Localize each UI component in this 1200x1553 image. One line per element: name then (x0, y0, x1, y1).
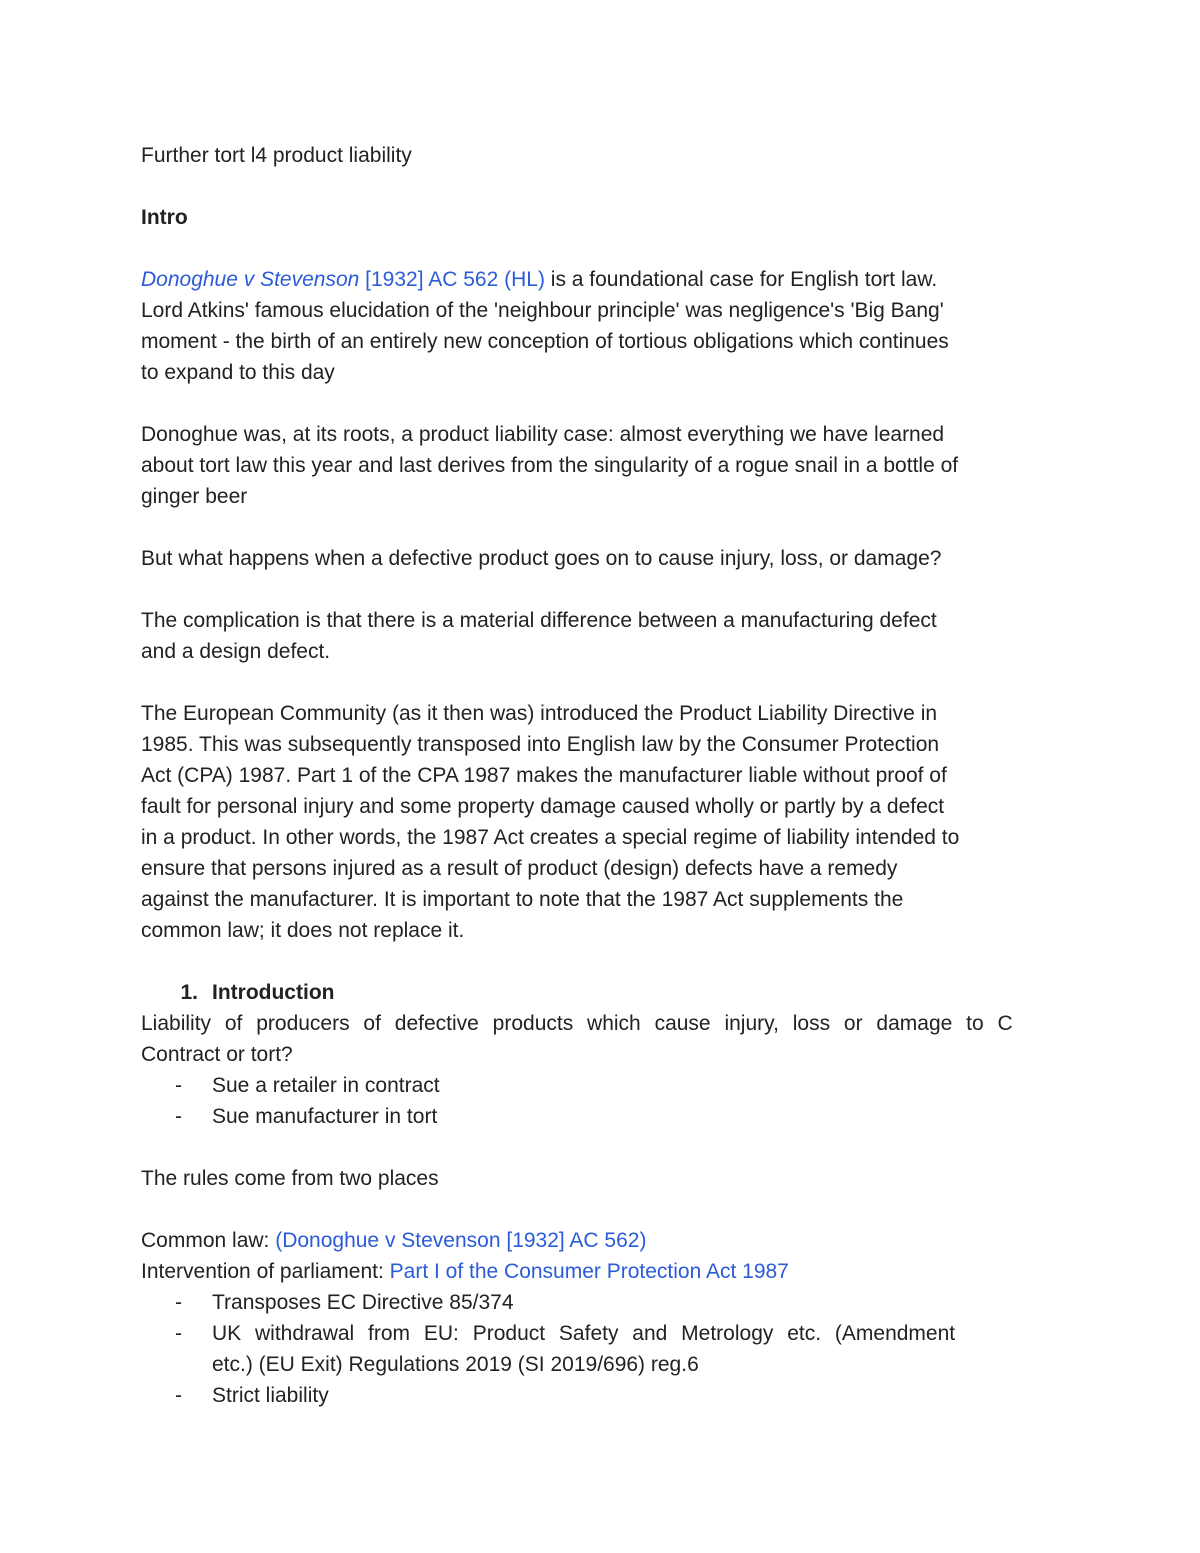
dash-bullet: - (175, 1074, 182, 1097)
rules-intro: The rules come from two places (141, 1167, 439, 1190)
cpa-reference-link[interactable]: Part I of the Consumer Protection Act 1987 (389, 1260, 789, 1283)
intro-paragraph-5 (141, 698, 1066, 946)
common-law-label: Common law: (141, 1229, 276, 1252)
intro-paragraph-4 (141, 605, 1066, 667)
paragraph-line: Lord Atkins' famous elucidation of the 'neighbour principle' was negligence's 'Big Bang' (141, 299, 944, 322)
paragraph-line: ensure that persons injured as a result of product (design) defects have a remedy (141, 857, 898, 880)
paragraph-line: moment - the birth of an entirely new conception of tortious obligations which continues (141, 330, 949, 353)
list-item-text: etc.) (EU Exit) Regulations 2019 (SI 2019/696) reg.6 (212, 1353, 699, 1376)
paragraph-line: in a product. In other words, the 1987 Act creates a special regime of liability intended to (141, 826, 960, 849)
list-item (141, 1287, 1066, 1318)
list-item (141, 1380, 1066, 1411)
document-title: Further tort l4 product liability (141, 144, 412, 167)
dash-bullet: - (175, 1322, 182, 1345)
dash-bullet: - (175, 1291, 182, 1314)
paragraph-line: about tort law this year and last derives from the singularity of a rogue snail in a bottle of (141, 454, 959, 477)
list-item (141, 1318, 1066, 1349)
parliament-line (141, 1256, 1066, 1287)
paragraph-line: 1985. This was subsequently transposed into English law by the Consumer Protection (141, 733, 940, 756)
case-link-donoghue[interactable]: Donoghue v Stevenson (141, 268, 360, 291)
section-number: 1. (180, 981, 198, 1004)
paragraph-line: Act (CPA) 1987. Part 1 of the CPA 1987 makes the manufacturer liable without proof of (141, 764, 947, 787)
section-1-heading (141, 977, 1066, 1008)
paragraph-line: The complication is that there is a material difference between a manufacturing defect (141, 609, 937, 632)
intro-paragraph-2 (141, 419, 1066, 512)
paragraph-line: to expand to this day (141, 361, 335, 384)
paragraph-line: against the manufacturer. It is important to note that the 1987 Act supplements the (141, 888, 904, 911)
paragraph-line: The European Community (as it then was) introduced the Product Liability Directive in (141, 702, 938, 725)
paragraph-line: Donoghue was, at its roots, a product liability case: almost everything we have learned (141, 423, 945, 446)
section-line: Liability of producers of defective products which cause injury, loss or damage to C (141, 1012, 1013, 1035)
intro-paragraph-1 (141, 264, 1066, 388)
list-item (141, 1070, 1066, 1101)
dash-bullet: - (175, 1384, 182, 1407)
intro-heading: Intro (141, 206, 188, 229)
intro-paragraph-3: But what happens when a defective product goes on to cause injury, loss, or damage? (141, 547, 942, 570)
list-item-text: Sue a retailer in contract (212, 1074, 440, 1097)
common-law-line (141, 1225, 1066, 1256)
list-item-text: Sue manufacturer in tort (212, 1105, 438, 1128)
paragraph-line: fault for personal injury and some property damage caused wholly or partly by a defect (141, 795, 945, 818)
list-item (141, 1101, 1066, 1132)
paragraph-line: ginger beer (141, 485, 248, 508)
section-title: Introduction (212, 981, 335, 1004)
paragraph-text: is a foundational case for English tort law. (544, 268, 938, 291)
list-item-continuation (141, 1349, 1066, 1380)
common-law-reference-link[interactable]: (Donoghue v Stevenson [1932] AC 562) (275, 1229, 647, 1252)
document-page (141, 140, 1066, 1411)
list-item-text: UK withdrawal from EU: Product Safety and Metrology etc. (Amendment (212, 1322, 956, 1345)
case-citation-link[interactable]: [1932] AC 562 (HL) (359, 268, 545, 291)
parliament-label: Intervention of parliament: (141, 1260, 390, 1283)
dash-bullet: - (175, 1105, 182, 1128)
list-item-text: Transposes EC Directive 85/374 (212, 1291, 514, 1314)
list-item-text: Strict liability (212, 1384, 329, 1407)
section-line: Contract or tort? (141, 1043, 293, 1066)
paragraph-line: common law; it does not replace it. (141, 919, 465, 942)
paragraph-line: and a design defect. (141, 640, 331, 663)
